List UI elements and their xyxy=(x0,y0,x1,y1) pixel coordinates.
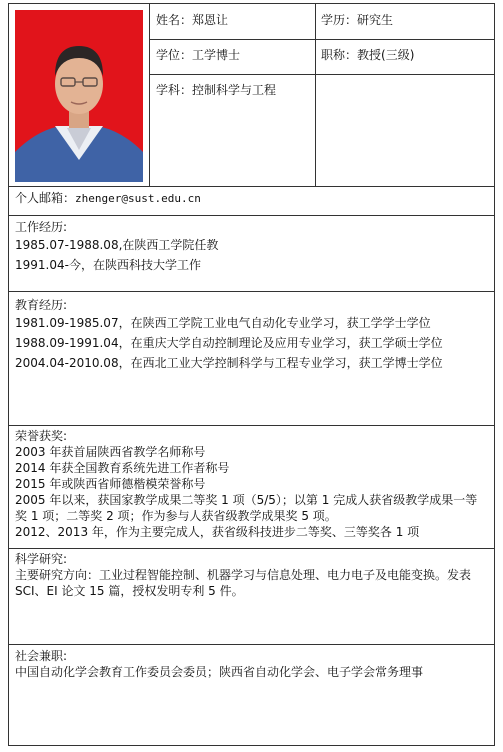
email-value: zhenger@sust.edu.cn xyxy=(75,192,201,205)
education-item: 1988.09-1991.04，在重庆大学自动控制理论及应用专业学习，获工学硕士学位 xyxy=(15,336,443,350)
row-divider xyxy=(9,215,494,216)
name-label: 姓名： xyxy=(156,13,193,27)
education-item: 1981.09-1985.07，在陕西工学院工业电气自动化专业学习，获工学学士学位 xyxy=(15,316,431,330)
work-item: 1991.04-今，在陕西科技大学工作 xyxy=(15,258,201,272)
row-divider xyxy=(9,644,494,645)
education-cell xyxy=(321,12,393,28)
name-cell xyxy=(156,12,228,28)
degree-label: 学位： xyxy=(156,48,193,62)
research-text: 主要研究方向：工业过程智能控制、机器学习与信息处理、电力电子及电能变换。发表 SCI、EI 论文 15 篇，授权发明专利 5 件。 xyxy=(15,568,472,598)
honor-item: 2012、2013 年，作为主要完成人，获省级科技进步二等奖、三等奖各 1 项 xyxy=(15,525,420,539)
honors-heading: 荣誉获奖: xyxy=(15,429,68,443)
row-divider xyxy=(149,74,494,75)
title-cell xyxy=(321,47,414,63)
honor-item: 2015 年或陕西省师德楷模荣誉称号 xyxy=(15,477,206,491)
name-value: 郑恩让 xyxy=(192,13,229,27)
education-heading: 教育经历: xyxy=(15,298,68,312)
title-label: 职称： xyxy=(321,48,358,62)
education-section xyxy=(15,297,488,373)
work-section xyxy=(15,219,488,275)
research-heading: 科学研究: xyxy=(15,552,68,566)
title-value: 教授(三级) xyxy=(357,48,415,62)
research-section xyxy=(15,551,488,599)
resume-table xyxy=(8,3,495,746)
education-item: 2004.04-2010.08，在西北工业大学控制科学与工程专业学习，获工学博士学位 xyxy=(15,356,443,370)
discipline-label: 学科： xyxy=(156,83,193,97)
social-heading: 社会兼职: xyxy=(15,649,68,663)
honor-item: 2003 年获首届陕西省教学名师称号 xyxy=(15,445,206,459)
education-label: 学历： xyxy=(321,13,358,27)
work-heading: 工作经历: xyxy=(15,220,68,234)
discipline-value: 控制科学与工程 xyxy=(192,83,277,97)
row-divider xyxy=(149,39,494,40)
education-value: 研究生 xyxy=(357,13,394,27)
row-divider xyxy=(9,291,494,292)
portrait-image xyxy=(15,10,143,182)
row-divider xyxy=(9,548,494,549)
discipline-cell xyxy=(156,82,276,98)
email-cell xyxy=(15,190,201,207)
portrait-photo xyxy=(15,10,143,182)
degree-cell xyxy=(156,47,240,63)
email-label: 个人邮箱： xyxy=(15,191,76,205)
honor-item: 2014 年获全国教育系统先进工作者称号 xyxy=(15,461,230,475)
social-text: 中国自动化学会教育工作委员会委员；陕西省自动化学会、电子学会常务理事 xyxy=(15,665,424,679)
honors-section xyxy=(15,428,488,540)
photo-divider xyxy=(149,4,150,186)
column-divider xyxy=(315,4,316,186)
honor-item: 2005 年以来，获国家教学成果二等奖 1 项（5/5）；以第 1 完成人获省级教学成果一等奖 1 项；二等奖 2 项；作为参与人获省级教学成果奖 5 项。 xyxy=(15,493,478,523)
row-divider xyxy=(9,186,494,187)
row-divider xyxy=(9,425,494,426)
degree-value: 工学博士 xyxy=(192,48,241,62)
work-item: 1985.07-1988.08,在陕西工学院任教 xyxy=(15,238,219,252)
social-section xyxy=(15,648,488,680)
